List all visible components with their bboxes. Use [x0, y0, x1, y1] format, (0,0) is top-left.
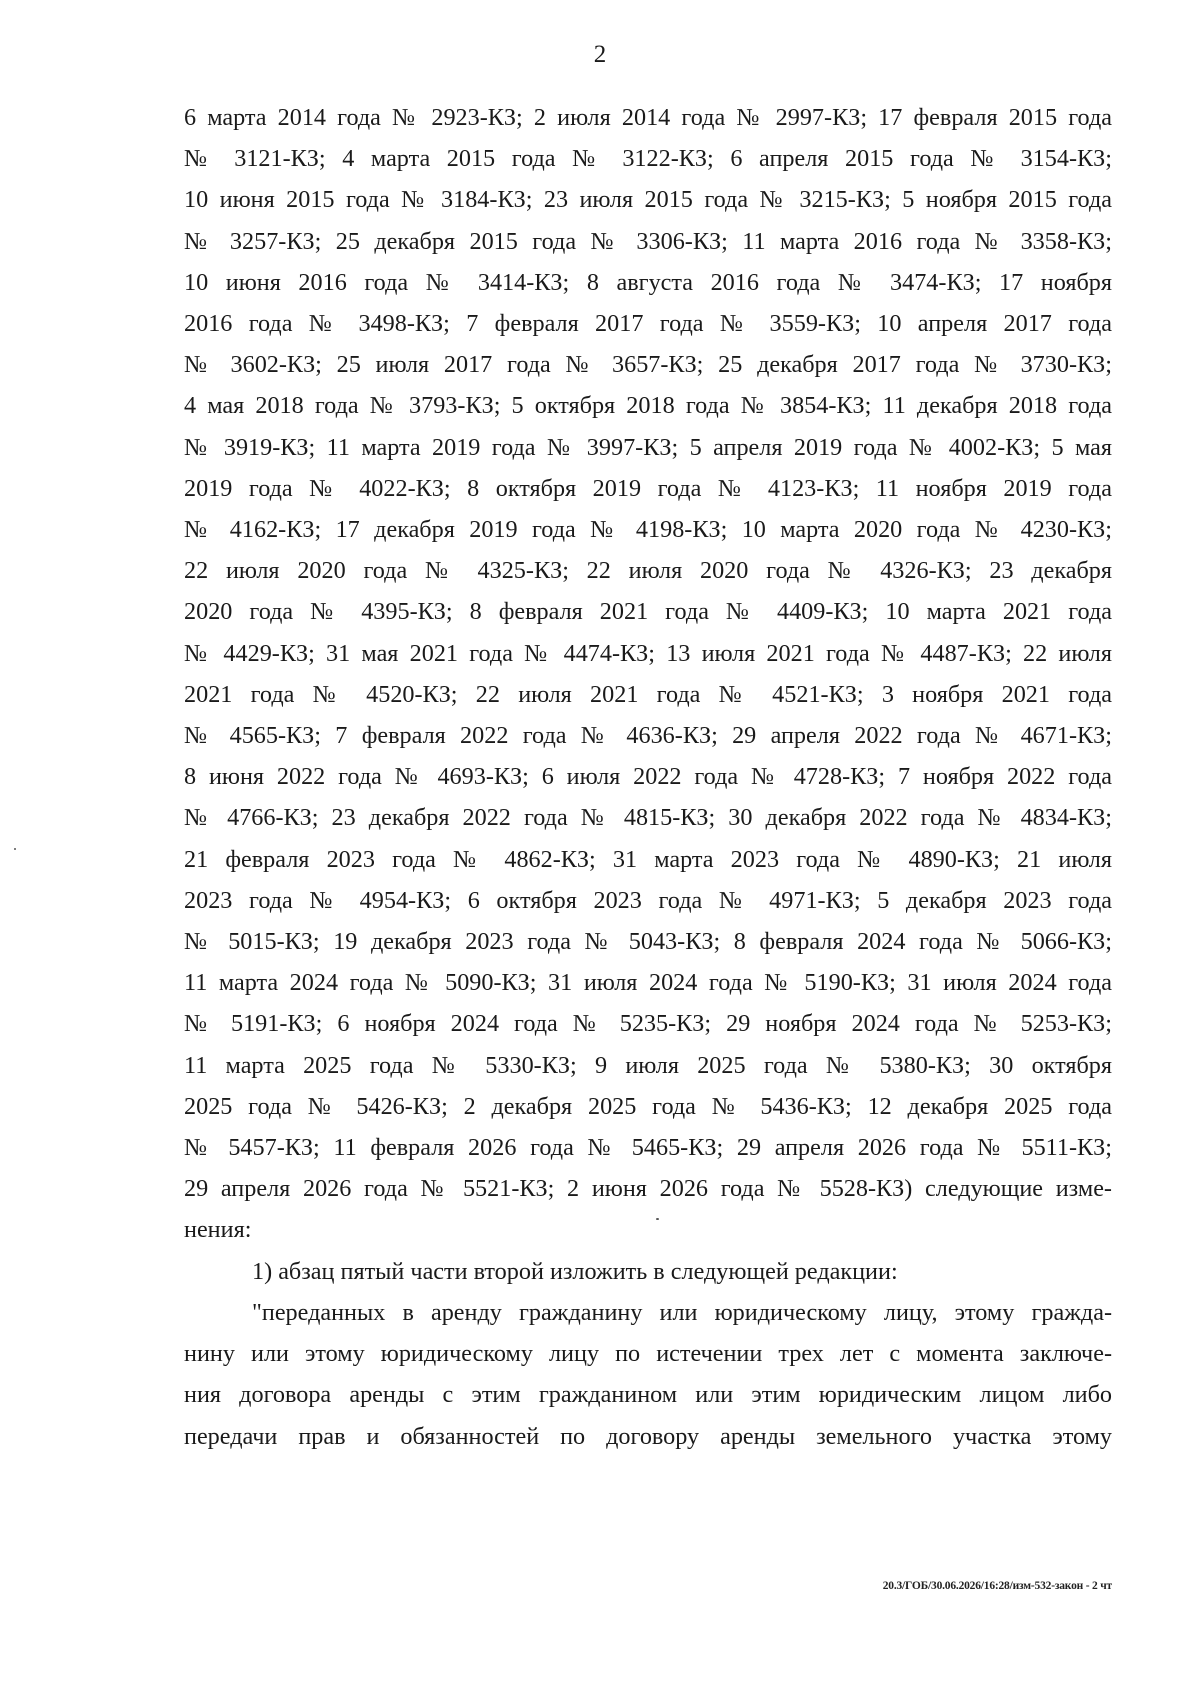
text-line: 21 февраля 2023 года № 4862-КЗ; 31 марта 2023 года № 4890-КЗ; 21 июля [184, 845, 1112, 873]
text-line: 2023 года № 4954-КЗ; 6 октября 2023 года № 4971-КЗ; 5 декабря 2023 года [184, 886, 1112, 914]
text-line: № 4162-КЗ; 17 декабря 2019 года № 4198-КЗ; 10 марта 2020 года № 4230-КЗ; [184, 516, 1112, 544]
text-line: № 3257-КЗ; 25 декабря 2015 года № 3306-КЗ; 11 марта 2016 года № 3358-КЗ; [184, 227, 1112, 255]
text-line: № 5015-КЗ; 19 декабря 2023 года № 5043-КЗ; 8 февраля 2024 года № 5066-КЗ; [184, 928, 1112, 956]
text-line: 11 марта 2025 года № 5330-КЗ; 9 июля 2025 года № 5380-КЗ; 30 октября [184, 1051, 1112, 1079]
text-line: 2021 года № 4520-КЗ; 22 июля 2021 года № 4521-КЗ; 3 ноября 2021 года [184, 680, 1112, 708]
text-line: нину или этому юридическому лицу по истечении трех лет с момента заключе- [184, 1340, 1112, 1368]
text-line: № 4429-КЗ; 31 мая 2021 года № 4474-КЗ; 13 июля 2021 года № 4487-КЗ; 22 июля [184, 639, 1112, 667]
scan-speck [656, 1218, 659, 1220]
text-line: № 4766-КЗ; 23 декабря 2022 года № 4815-КЗ; 30 декабря 2022 года № 4834-КЗ; [184, 804, 1112, 832]
text-line: 2019 года № 4022-КЗ; 8 октября 2019 года № 4123-КЗ; 11 ноября 2019 года [184, 474, 1112, 502]
text-line: № 3121-КЗ; 4 марта 2015 года № 3122-КЗ; 6 апреля 2015 года № 3154-КЗ; [184, 145, 1112, 173]
text-line: "переданных в аренду гражданину или юридическому лицу, этому гражда- [252, 1298, 1112, 1326]
text-line: 22 июля 2020 года № 4325-КЗ; 22 июля 2020 года № 4326-КЗ; 23 декабря [184, 557, 1112, 585]
text-line: нения: [184, 1216, 252, 1244]
text-line: № 3919-КЗ; 11 марта 2019 года № 3997-КЗ; 5 апреля 2019 года № 4002-КЗ; 5 мая [184, 433, 1112, 461]
text-line: № 5191-КЗ; 6 ноября 2024 года № 5235-КЗ; 29 ноября 2024 года № 5253-КЗ; [184, 1010, 1112, 1038]
text-line: 11 марта 2024 года № 5090-КЗ; 31 июля 2024 года № 5190-КЗ; 31 июля 2024 года [184, 969, 1112, 997]
text-line: передачи прав и обязанностей по договору аренды земельного участка этому [184, 1422, 1112, 1450]
scan-speck [14, 848, 16, 850]
text-line: 8 июня 2022 года № 4693-КЗ; 6 июля 2022 года № 4728-КЗ; 7 ноября 2022 года [184, 763, 1112, 791]
document-footer-code: 20.3/ГОБ/30.06.2026/16:28/изм-532-закон - 2 чт [882, 1580, 1112, 1592]
text-line: 4 мая 2018 года № 3793-КЗ; 5 октября 2018 года № 3854-КЗ; 11 декабря 2018 года [184, 392, 1112, 420]
text-line: № 3602-КЗ; 25 июля 2017 года № 3657-КЗ; 25 декабря 2017 года № 3730-КЗ; [184, 351, 1112, 379]
text-line: 10 июня 2016 года № 3414-КЗ; 8 августа 2016 года № 3474-КЗ; 17 ноября [184, 268, 1112, 296]
document-body [184, 97, 1112, 1457]
text-line: 2020 года № 4395-КЗ; 8 февраля 2021 года № 4409-КЗ; 10 марта 2021 года [184, 598, 1112, 626]
text-line: 6 марта 2014 года № 2923-КЗ; 2 июля 2014 года № 2997-КЗ; 17 февраля 2015 года [184, 104, 1112, 131]
page-number: 2 [593, 41, 607, 68]
text-line: ния договора аренды с этим гражданином или этим юридическим лицом либо [184, 1381, 1112, 1409]
text-line: 10 июня 2015 года № 3184-КЗ; 23 июля 2015 года № 3215-КЗ; 5 ноября 2015 года [184, 186, 1112, 214]
text-line: 29 апреля 2026 года № 5521-КЗ; 2 июня 2026 года № 5528-КЗ) следующие изме- [184, 1175, 1112, 1203]
text-line: № 4565-КЗ; 7 февраля 2022 года № 4636-КЗ; 29 апреля 2022 года № 4671-КЗ; [184, 722, 1112, 750]
text-line: 2025 года № 5426-КЗ; 2 декабря 2025 года № 5436-КЗ; 12 декабря 2025 года [184, 1092, 1112, 1120]
text-line: № 5457-КЗ; 11 февраля 2026 года № 5465-КЗ; 29 апреля 2026 года № 5511-КЗ; [184, 1134, 1112, 1162]
text-line: 2016 года № 3498-КЗ; 7 февраля 2017 года № 3559-КЗ; 10 апреля 2017 года [184, 310, 1112, 338]
text-line: 1) абзац пятый части второй изложить в следующей редакции: [252, 1257, 898, 1285]
